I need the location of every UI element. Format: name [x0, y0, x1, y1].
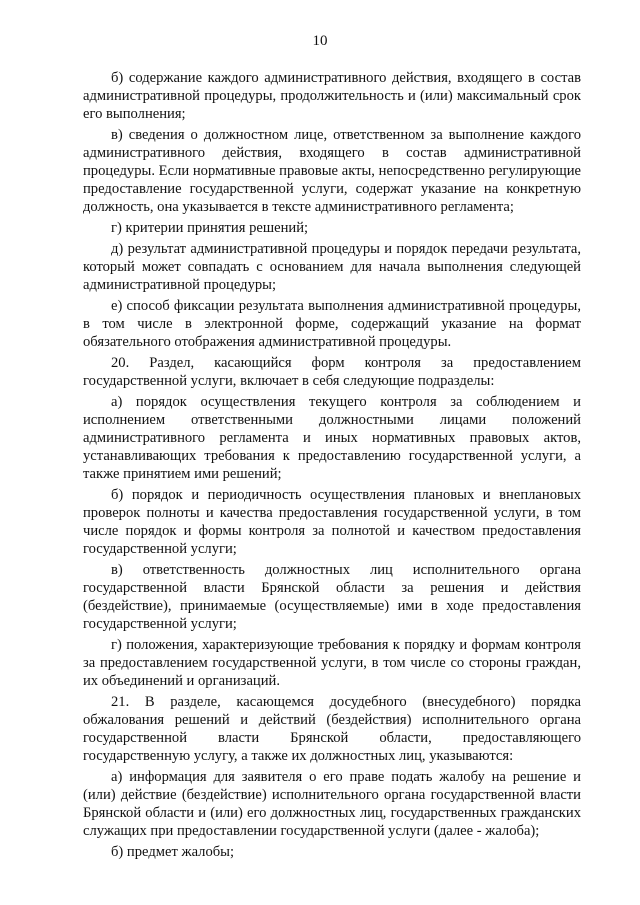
- paragraph-20b-inspections: б) порядок и периодичность осуществления плановых и внеплановых проверок полноты и качества предоставления государственной услуги, в том числе порядок и формы контроля за полнотой и качеством предоставления государственной услуги;: [83, 487, 581, 557]
- paragraph-g-criteria: г) критерии принятия решений;: [111, 220, 309, 236]
- paragraph-21a-information: а) информация для заявителя о его праве подать жалобу на решение и (или) действие (бездействие) исполнительного органа государственной власти Брянской области и (или) его должностных лиц, государственных гражданских служащих при предоставлении государственной услуги (далее - жалоба);: [83, 769, 581, 839]
- paragraph-20v-responsibility: в) ответственность должностных лиц исполнительного органа государственной власти Брянской области за решения и действия (бездействие), принимаемые (осуществляемые) ими в ходе предоставления государственной услуги;: [83, 562, 581, 632]
- paragraph-21b-subject: б) предмет жалобы;: [111, 844, 235, 860]
- paragraph-v-official: в) сведения о должностном лице, ответственном за выполнение каждого административного действия, входящего в состав административной процедуры. Если нормативные правовые акты, непосредственно регулирующие предоставление государственной услуги, содержат указание на конкретную должность, она указывается в тексте административного регламента;: [83, 127, 581, 215]
- paragraph-b-content: б) содержание каждого административного действия, входящего в состав административной процедуры, продолжительность и (или) максимальный срок его выполнения;: [83, 70, 581, 122]
- page-number: 10: [312, 33, 328, 49]
- document-body: [83, 69, 581, 864]
- paragraph-21-appeal: 21. В разделе, касающемся досудебного (внесудебного) порядка обжалования решений и действий (бездействия) исполнительного органа государственной власти Брянской области, предоставляющего государственную услугу, а также их должностных лиц, указываются:: [83, 694, 581, 764]
- paragraph-20a-current-control: а) порядок осуществления текущего контроля за соблюдением и исполнением ответственными должностными лицами положений административного регламента и иных нормативных правовых актов, устанавливающих требования к предоставлению государственной услуги, а также принятием ими решений;: [83, 394, 581, 482]
- paragraph-20-control: 20. Раздел, касающийся форм контроля за предоставлением государственной услуги, включает в себя следующие подразделы:: [83, 355, 581, 389]
- paragraph-d-result: д) результат административной процедуры и порядок передачи результата, который может совпадать с основанием для начала выполнения следующей административной процедуры;: [83, 241, 581, 293]
- paragraph-e-fixation: е) способ фиксации результата выполнения административной процедуры, в том числе в электронной форме, содержащий указание на формат обязательного отображения административной процедуры.: [83, 298, 581, 350]
- paragraph-20g-provisions: г) положения, характеризующие требования к порядку и формам контроля за предоставлением государственной услуги, в том числе со стороны граждан, их объединений и организаций.: [83, 637, 581, 689]
